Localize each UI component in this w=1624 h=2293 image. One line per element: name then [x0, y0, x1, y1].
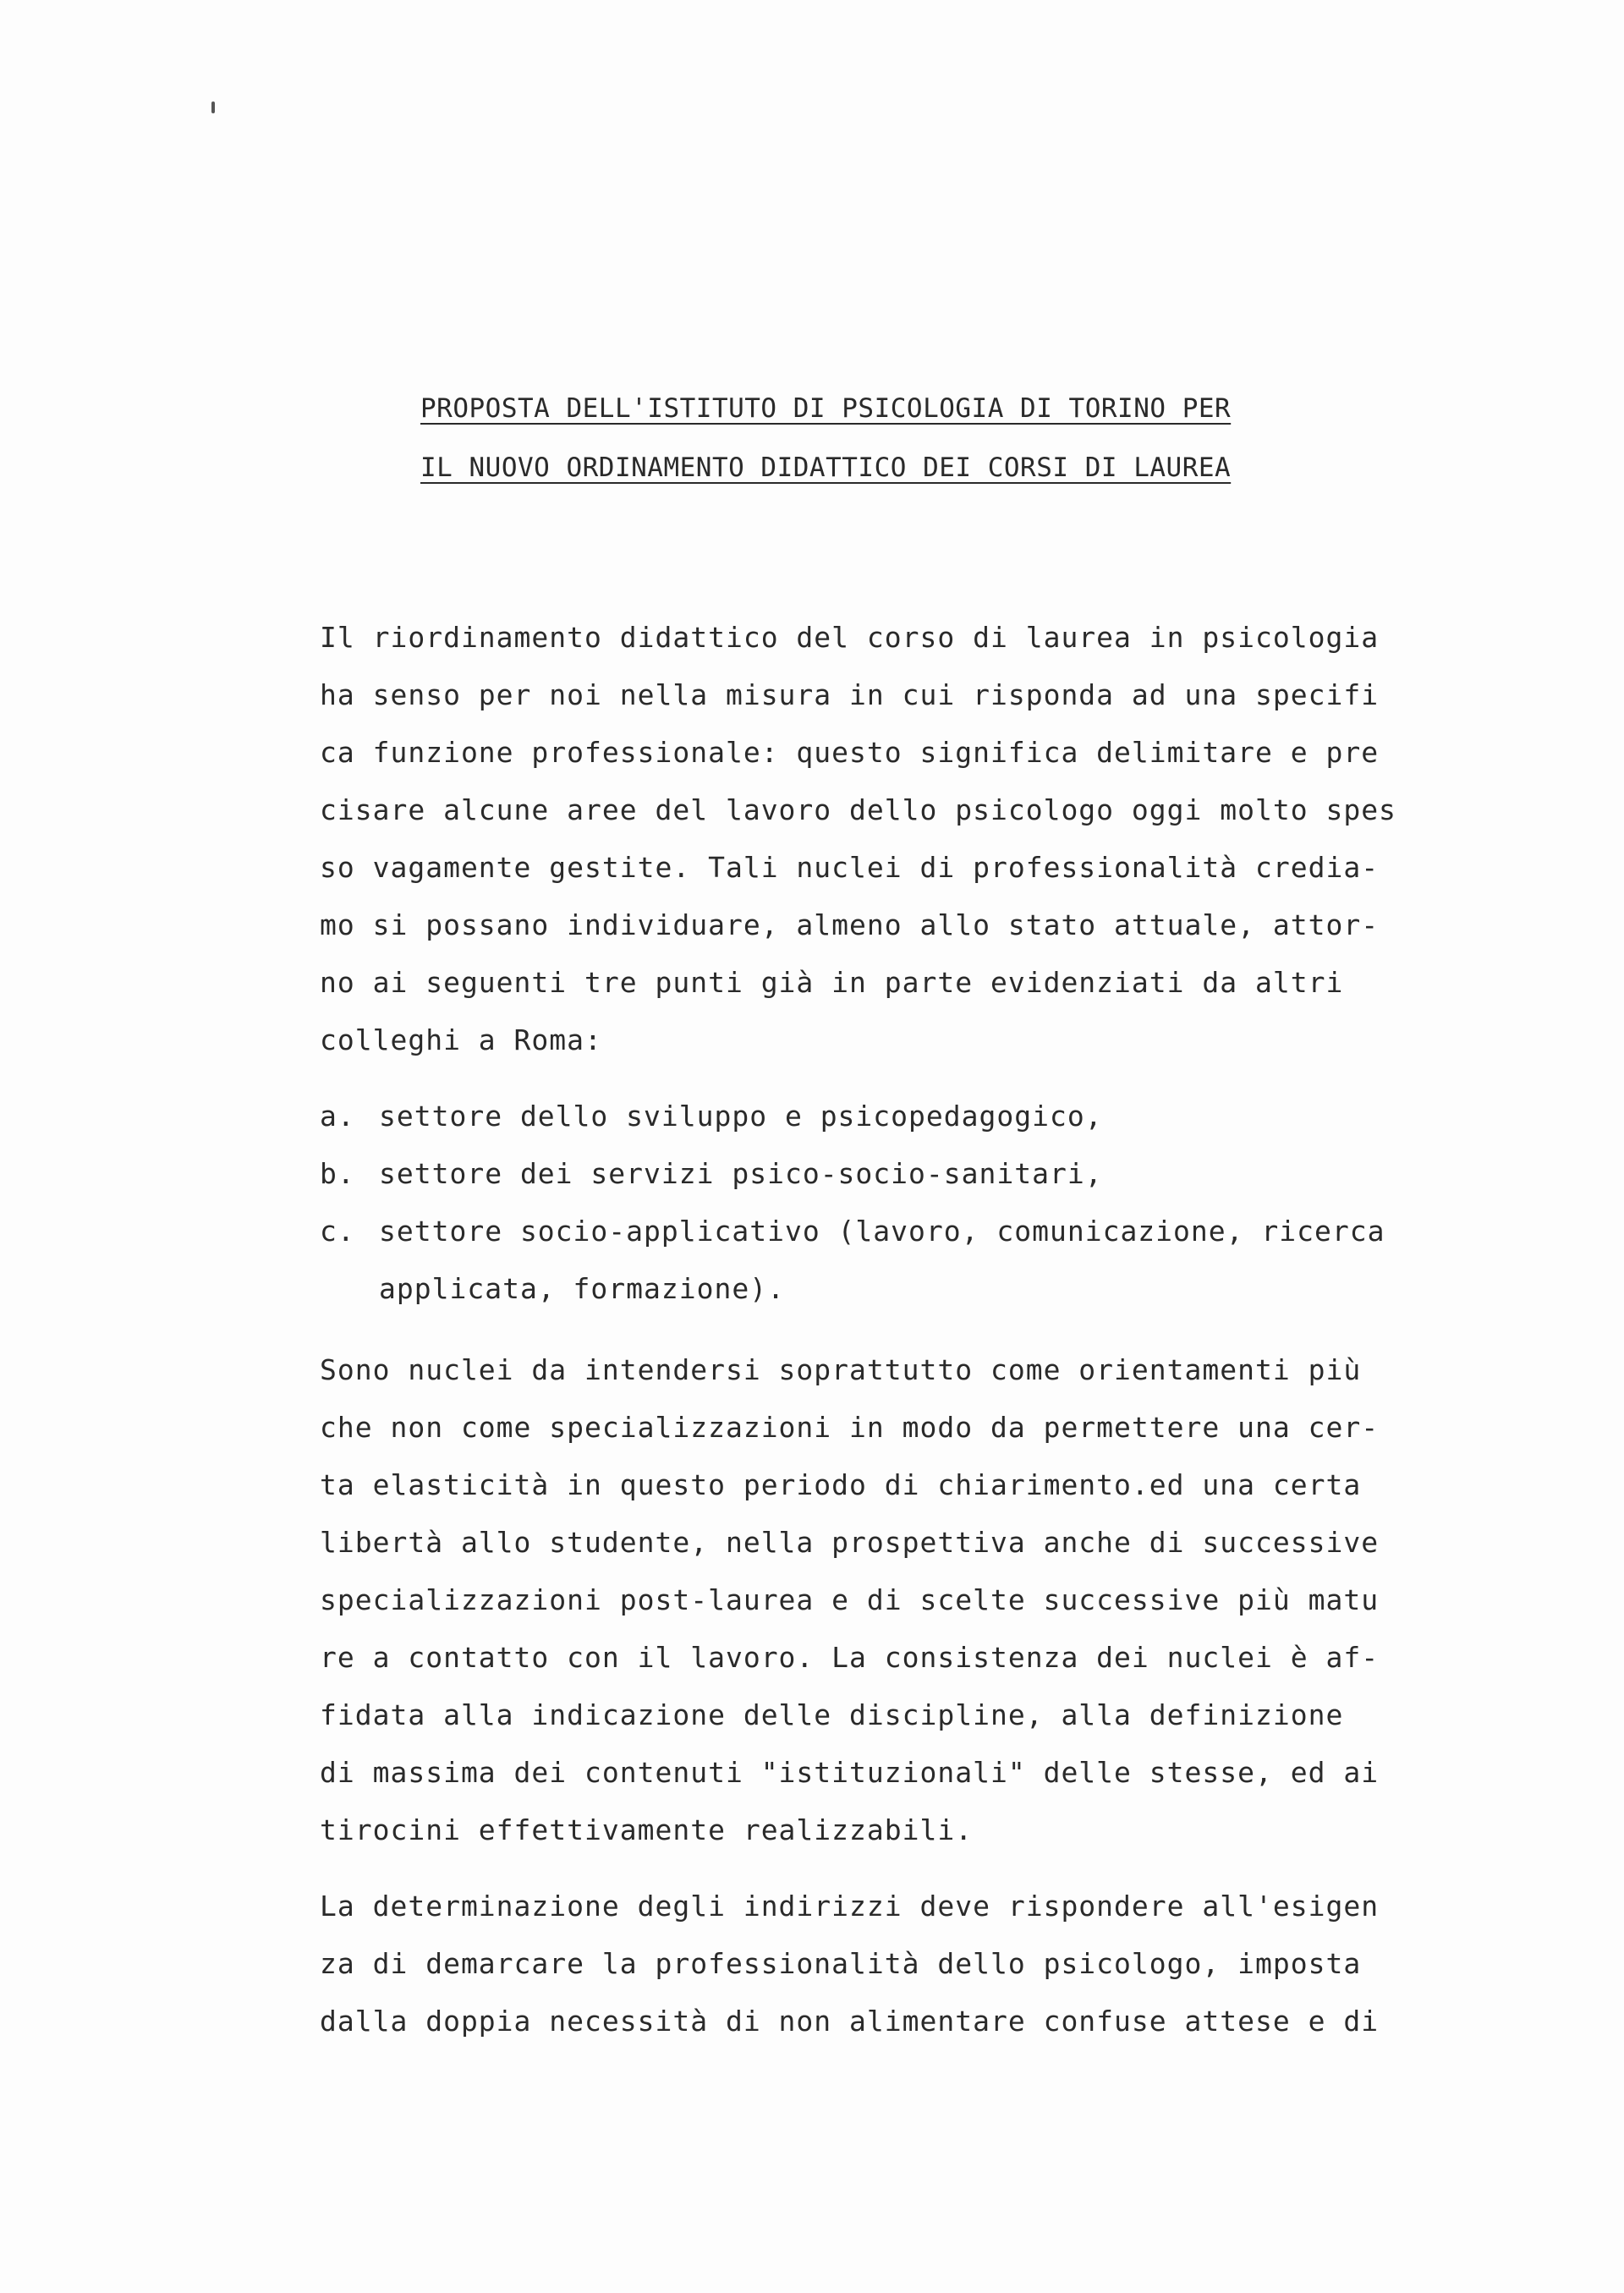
list-item: [320, 1203, 1521, 1260]
paragraph-1: [320, 609, 1521, 1069]
paragraph-line: ta elasticità in questo periodo di chiarimento.ed una certa: [320, 1468, 1362, 1501]
paper-mark: [211, 101, 215, 113]
list-marker: a.: [320, 1100, 355, 1133]
paragraph-line: so vagamente gestite. Tali nuclei di professionalità credia-: [320, 851, 1380, 884]
paragraph-line: specializzazioni post-laurea e di scelte successive più matu: [320, 1583, 1380, 1616]
paragraph-line: cisare alcune aree del lavoro dello psicologo oggi molto spes: [320, 793, 1396, 826]
list-marker: c.: [320, 1215, 355, 1248]
list-item-text: settore socio-applicativo (lavoro, comunicazione, ricerca: [379, 1215, 1385, 1248]
sector-list: [320, 1088, 1521, 1318]
paragraph-3: [320, 1878, 1521, 2050]
title-line: PROPOSTA DELL'ISTITUTO DI PSICOLOGIA DI TORINO PER: [420, 393, 1232, 424]
paragraph-line: dalla doppia necessità di non alimentare confuse attese e di: [320, 2005, 1380, 2038]
paragraph-line: mo si possano individuare, almeno allo stato attuale, attor-: [320, 908, 1380, 941]
paragraph-line: La determinazione degli indirizzi deve rispondere all'esigen: [320, 1890, 1380, 1923]
list-marker: b.: [320, 1157, 355, 1190]
paragraph-line: no ai seguenti tre punti già in parte evidenziati da altri: [320, 966, 1344, 999]
document-title: [420, 379, 1503, 497]
list-item-text: settore dello sviluppo e psicopedagogico,: [379, 1100, 1103, 1133]
paragraph-line: libertà allo studente, nella prospettiva anche di successive: [320, 1526, 1380, 1559]
paragraph-line: colleghi a Roma:: [320, 1023, 602, 1056]
paragraph-line: tirocini effettivamente realizzabili.: [320, 1813, 974, 1846]
paragraph-line: ha senso per noi nella misura in cui risponda ad una specifi: [320, 678, 1380, 711]
paragraph-line: di massima dei contenuti "istituzionali" delle stesse, ed ai: [320, 1756, 1380, 1789]
paragraph-line: che non come specializzazioni in modo da permettere una cer-: [320, 1411, 1380, 1444]
list-item-text: settore dei servizi psico-socio-sanitari,: [379, 1157, 1103, 1190]
paragraph-line: Sono nuclei da intendersi soprattutto come orientamenti più: [320, 1353, 1362, 1386]
paragraph-line: Il riordinamento didattico del corso di laurea in psicologia: [320, 621, 1380, 654]
title-line: IL NUOVO ORDINAMENTO DIDATTICO DEI CORSI DI LAUREA: [420, 453, 1232, 483]
document-body: [320, 609, 1521, 2069]
list-item: [320, 1145, 1521, 1203]
paragraph-line: fidata alla indicazione delle discipline, alla definizione: [320, 1698, 1344, 1731]
list-item-continuation: applicata, formazione).: [379, 1272, 785, 1305]
paragraph-2: [320, 1341, 1521, 1859]
list-item: [320, 1088, 1521, 1145]
paragraph-line: za di demarcare la professionalità dello psicologo, imposta: [320, 1947, 1362, 1980]
paragraph-line: ca funzione professionale: questo significa delimitare e pre: [320, 736, 1380, 769]
paragraph-line: re a contatto con il lavoro. La consistenza dei nuclei è af-: [320, 1641, 1380, 1674]
